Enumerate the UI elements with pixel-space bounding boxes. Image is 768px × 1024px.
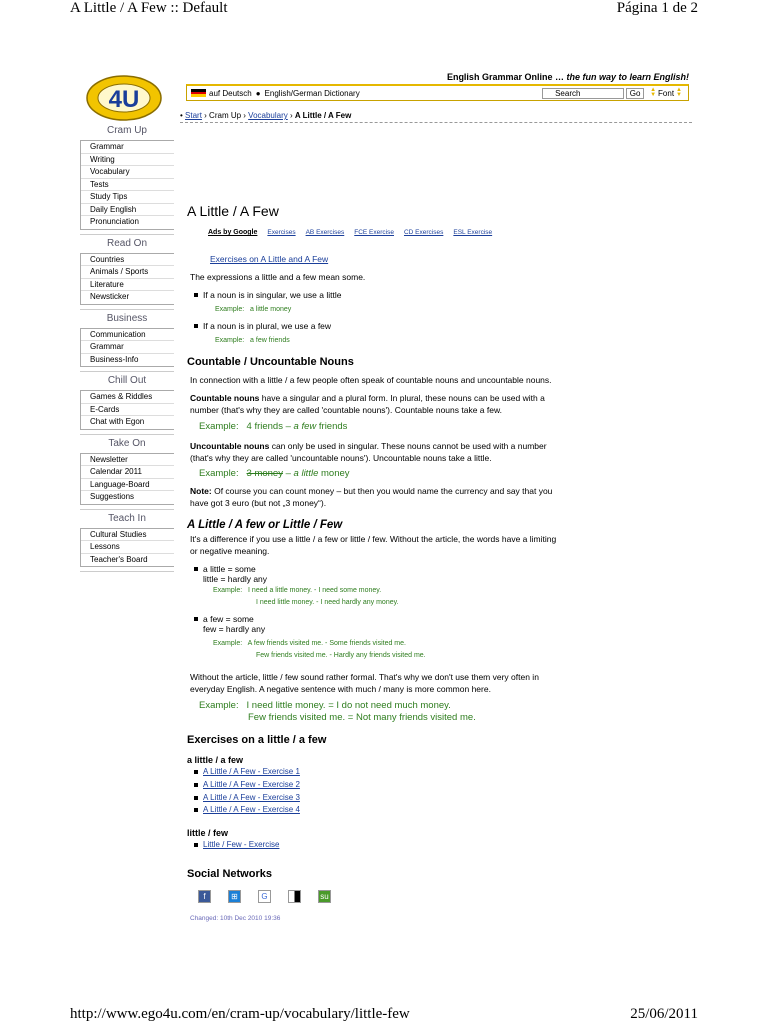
sidebar-item-lessons[interactable]: Lessons <box>81 541 174 554</box>
stumbleupon-icon[interactable]: su <box>318 890 331 903</box>
exercise-link[interactable]: A Little / A Few - Exercise 3 <box>203 792 300 802</box>
exercises-link[interactable]: Exercises on A Little and A Few <box>210 254 329 264</box>
example-a-little-money: a little money <box>250 306 292 313</box>
sidebar-item-countries[interactable]: Countries <box>81 254 174 267</box>
exercise-link[interactable]: A Little / A Few - Exercise 1 <box>203 767 300 776</box>
sidebar-item-grammar[interactable]: Grammar <box>81 141 174 154</box>
exercise-list-item <box>187 766 557 779</box>
sidebar-heading-business[interactable]: Business <box>106 312 148 324</box>
sidebar-list <box>80 253 174 305</box>
breadcrumb: • Start › Cram Up › Vocabulary › A Little / A Few <box>180 111 692 123</box>
ex-a-little-2: I need little money. - I need hardly any money. <box>256 599 399 606</box>
heading-little-few-2: little / few <box>187 828 229 839</box>
sidebar-item-cultural-studies[interactable]: Cultural Studies <box>81 529 174 542</box>
sidebar-item-calendar-2011[interactable]: Calendar 2011 <box>81 466 174 479</box>
bullet-separator: ● <box>255 88 261 98</box>
exercise-list-item <box>187 792 557 805</box>
example-label: Example: <box>199 700 239 711</box>
note-bold: Note: <box>190 486 212 496</box>
exercise-list-item <box>187 804 557 817</box>
countable-text: have a singular and a plural form. In plural, these nouns can be used with a number (that's why they are called 'countable nouns'). Countable nouns take a few. <box>190 393 545 415</box>
sidebar <box>80 122 174 572</box>
search-input[interactable]: Search <box>542 88 624 99</box>
german-link[interactable]: auf Deutsch <box>209 88 252 98</box>
ad-link-cd-exercises[interactable]: CD Exercises <box>403 229 444 236</box>
font-decrease-icon[interactable]: ▲ ▼ <box>650 87 657 98</box>
uncountable-text: can only be used in singular. These nouns cannot be used with a number (that's why they are called 'uncountable nouns'). Uncountable nouns take a little. <box>190 441 547 463</box>
exercise-link[interactable]: Little / Few - Exercise <box>203 840 280 850</box>
sidebar-list <box>80 140 174 230</box>
countable-bold: Countable nouns <box>190 393 260 403</box>
ad-link-exercises[interactable]: Exercises <box>267 229 296 236</box>
intro-text: The expressions a little and a few mean some. <box>190 272 366 282</box>
tagline-main: English Grammar Online … <box>446 72 564 82</box>
sidebar-item-games-riddles[interactable]: Games & Riddles <box>81 391 174 404</box>
bullet-singular <box>187 289 557 316</box>
paragraph-without-article: Without the article, little / few sound rather formal. That's why we don't use them very often in everyday English. A negative sentence with much / many is more common here. <box>190 672 539 694</box>
tagline-italic: the fun way to learn English! <box>566 72 689 82</box>
breadcrumb-cram-up[interactable]: Cram Up <box>209 111 242 120</box>
site-tagline <box>186 72 689 82</box>
example-formal <box>199 700 557 724</box>
page-title: A Little / A Few <box>187 203 279 219</box>
paragraph-countable <box>190 392 557 416</box>
heading-a-little-a-few: a little / a few <box>187 755 244 765</box>
a-few-some: a few = some <box>203 614 254 624</box>
sidebar-item-vocabulary[interactable]: Vocabulary <box>81 166 174 179</box>
changed-date: Changed: 10th Dec 2010 19:36 <box>190 914 281 922</box>
ad-link-fce-exercise[interactable]: FCE Exercise <box>354 229 394 236</box>
sidebar-divider <box>80 571 174 572</box>
sidebar-item-daily-english[interactable]: Daily English <box>81 204 174 217</box>
list-a-little <box>187 563 557 609</box>
sidebar-list <box>80 328 174 368</box>
bullet-singular-text: If a noun is in singular, we use a little <box>203 290 342 300</box>
sidebar-heading-chill-out[interactable]: Chill Out <box>107 375 147 386</box>
pdf-date: 25/06/2011 <box>630 1006 698 1022</box>
heading-exercises: Exercises on a little / a few <box>187 734 327 746</box>
example-countable <box>199 421 557 433</box>
sidebar-item-study-tips[interactable]: Study Tips <box>81 191 174 204</box>
little-hardly-any: little = hardly any <box>203 574 268 584</box>
ex-countable-b: a few <box>293 421 317 432</box>
paragraph-difference: It's a difference if you use a little / a few or little / few. Without the article, the words have a limiting or negative meaning. <box>190 534 557 556</box>
google-icon[interactable]: G <box>258 890 271 903</box>
paragraph-uncountable <box>190 440 557 464</box>
sidebar-list <box>80 528 174 568</box>
example-uncountable <box>199 468 557 480</box>
site-logo[interactable] <box>84 72 170 124</box>
exercise-link[interactable]: A Little / A Few - Exercise 2 <box>203 779 300 789</box>
sidebar-item-tests[interactable]: Tests <box>81 179 174 192</box>
example-label: Example: <box>213 587 243 594</box>
few-hardly-any: few = hardly any <box>203 624 266 634</box>
sidebar-item-chat-with-egon[interactable]: Chat with Egon <box>90 417 145 426</box>
ex-a-little-1: I need a little money. - I need some money. <box>248 587 382 594</box>
top-toolbar <box>186 84 689 101</box>
sidebar-item-communication[interactable]: Communication <box>81 329 174 342</box>
paragraph-connection: In connection with a little / a few people often speak of countable nouns and uncountable nouns. <box>190 375 552 385</box>
font-label: Font <box>658 88 675 98</box>
sidebar-heading-read-on[interactable]: Read On <box>106 237 148 249</box>
ex-uncount-strike: 3 money <box>246 468 283 479</box>
ad-link-esl-exercise[interactable]: ESL Exercise <box>453 229 493 236</box>
sidebar-list <box>80 453 174 505</box>
sidebar-heading-cram-up[interactable]: Cram Up <box>106 125 147 136</box>
note-paragraph <box>190 485 557 509</box>
bullet-plural <box>187 320 557 347</box>
ex-a-few-2: Few friends visited me. - Hardly any friends visited me. <box>256 652 426 659</box>
pdf-page-number: Página 1 de 2 <box>616 0 698 16</box>
dictionary-link[interactable]: English/German Dictionary <box>264 88 360 98</box>
sidebar-list <box>80 390 174 430</box>
sidebar-item-business-info[interactable]: Business-Info <box>90 354 139 364</box>
breadcrumb-vocabulary[interactable]: Vocabulary <box>248 111 288 120</box>
example-label: Example: <box>199 421 239 432</box>
ex-uncount-dash: – <box>282 468 294 479</box>
breadcrumb-current: A Little / A Few <box>294 111 352 120</box>
sidebar-item-teacher-s-board[interactable]: Teacher's Board <box>90 554 148 564</box>
a-little-some: a little = some <box>203 564 256 574</box>
ad-links <box>208 227 557 239</box>
ex-big-1: I need little money. = I do not need much money. <box>246 700 451 711</box>
ex-countable-a: 4 friends – <box>246 421 294 432</box>
svg-text:4U: 4U <box>108 86 140 113</box>
sidebar-item-suggestions[interactable]: Suggestions <box>90 492 135 501</box>
ad-link-ab-exercises[interactable]: AB Exercises <box>305 229 345 236</box>
ex-a-few-1: A few friends visited me. - Some friends visited me. <box>247 640 406 647</box>
breadcrumb-start[interactable]: Start <box>185 111 202 120</box>
main-content <box>187 205 557 925</box>
uncountable-bold: Uncountable nouns <box>190 441 270 451</box>
heading-countable: Countable / Uncountable Nouns <box>187 356 354 368</box>
ex-countable-c: friends <box>316 421 348 432</box>
pdf-url: http://www.ego4u.com/en/cram-up/vocabulary/little-few <box>70 1006 410 1022</box>
exercise-list-item <box>187 779 557 792</box>
ex-uncount-money: money <box>318 468 350 479</box>
example-a-few-friends: a few friends <box>250 337 290 344</box>
exercise-list-item <box>187 839 557 852</box>
ex-big-2: Few friends visited me. = Not many friends visited me. <box>248 712 476 723</box>
sidebar-item-newsletter[interactable]: Newsletter <box>81 454 174 467</box>
sidebar-item-writing[interactable]: Writing <box>81 154 174 167</box>
sidebar-item-literature[interactable]: Literature <box>81 279 174 292</box>
list-a-few <box>187 613 557 662</box>
font-increase-icon[interactable]: ▲ ▼ <box>676 87 682 98</box>
german-flag-icon <box>191 89 206 97</box>
pdf-title: A Little / A Few :: Default <box>70 0 228 16</box>
delicious-icon[interactable] <box>288 890 301 903</box>
sidebar-item-language-board[interactable]: Language-Board <box>81 479 174 492</box>
heading-little-few: A Little / A few or Little / Few <box>187 519 343 531</box>
facebook-icon[interactable]: f <box>198 890 211 903</box>
example-label: Example: <box>213 640 243 647</box>
ads-by-google[interactable]: Ads by Google <box>208 229 258 236</box>
bullet-plural-text: If a noun is in plural, we use a few <box>203 321 332 331</box>
sidebar-heading-teach-in[interactable]: Teach In <box>108 512 146 524</box>
sidebar-item-grammar[interactable]: Grammar <box>81 341 174 354</box>
example-label: Example: <box>199 468 239 479</box>
example-label: Example: <box>215 306 245 313</box>
ex-uncount-a-little: a little <box>293 468 319 479</box>
social-icons <box>198 890 557 903</box>
note-text: Of course you can count money – but then you would name the currency and say that you have got 3 euro (but not „3 money“). <box>190 486 553 508</box>
sidebar-item-newsticker[interactable]: Newsticker <box>90 292 130 301</box>
font-size-control[interactable] <box>648 88 684 98</box>
sidebar-heading-take-on[interactable]: Take On <box>108 437 146 449</box>
example-label: Example: <box>215 337 245 344</box>
windows-live-icon[interactable]: ⊞ <box>228 890 241 903</box>
sidebar-item-e-cards[interactable]: E-Cards <box>81 404 174 417</box>
sidebar-item-animals-sports[interactable]: Animals / Sports <box>81 266 174 279</box>
go-button[interactable]: Go <box>626 88 644 99</box>
exercise-link[interactable]: A Little / A Few - Exercise 4 <box>203 805 300 815</box>
sidebar-item-pronunciation[interactable]: Pronunciation <box>90 217 139 226</box>
heading-social: Social Networks <box>187 867 272 880</box>
